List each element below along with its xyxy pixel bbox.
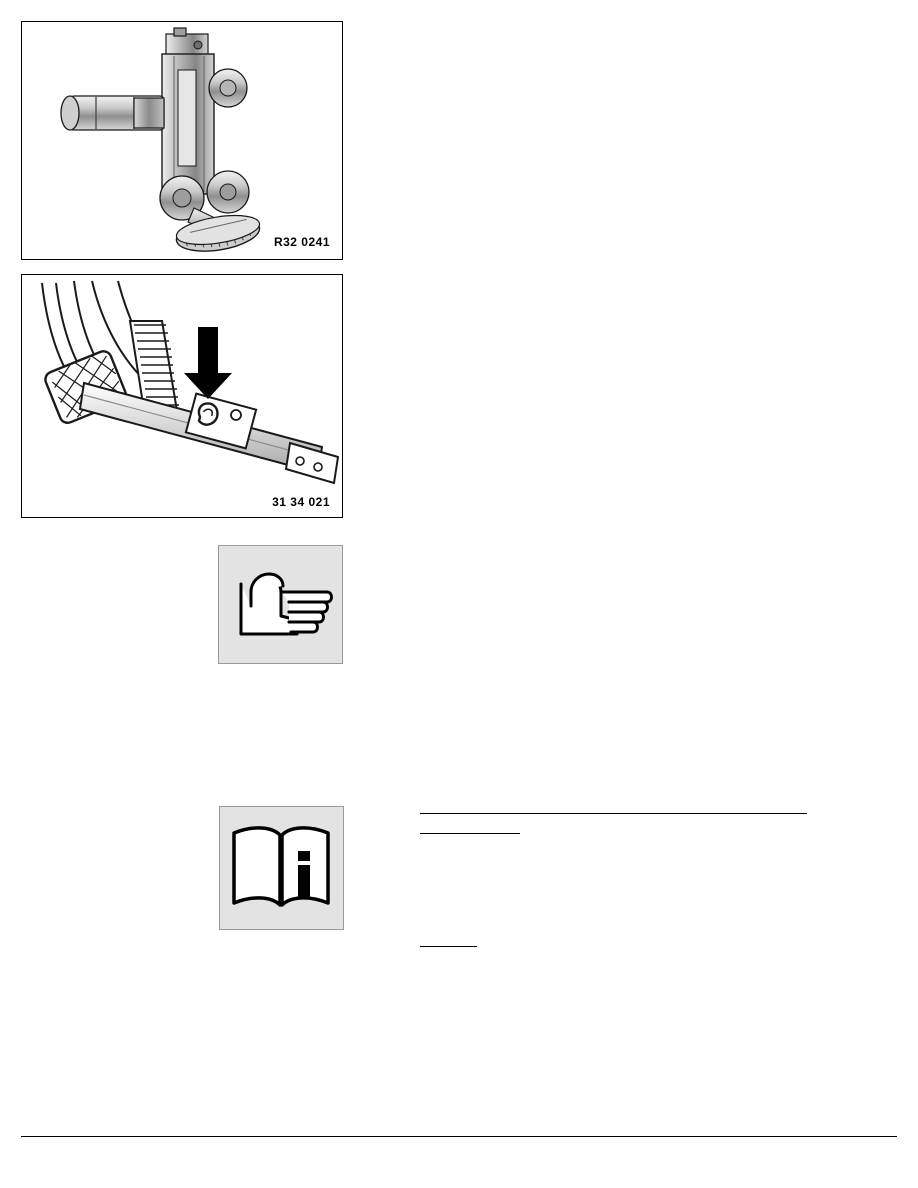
special-tool-illustration bbox=[22, 22, 342, 259]
note-hand-panel bbox=[218, 545, 343, 664]
figure-caption-pedal: 31 34 021 bbox=[272, 495, 330, 509]
note-manual-panel bbox=[219, 806, 344, 930]
brake-pedal-illustration bbox=[22, 275, 342, 517]
open-book-info-icon bbox=[220, 807, 343, 929]
heading-rule-1 bbox=[420, 813, 807, 814]
figure-caption-tool: R32 0241 bbox=[273, 235, 330, 249]
footer-rule bbox=[21, 1136, 897, 1137]
special-tool-figure bbox=[21, 21, 343, 260]
brake-pedal-figure bbox=[21, 274, 343, 518]
heading-rule-3 bbox=[420, 946, 477, 947]
heading-rule-2 bbox=[420, 833, 520, 834]
pointing-hand-icon bbox=[219, 546, 342, 663]
callout-arrow-icon bbox=[184, 327, 232, 399]
